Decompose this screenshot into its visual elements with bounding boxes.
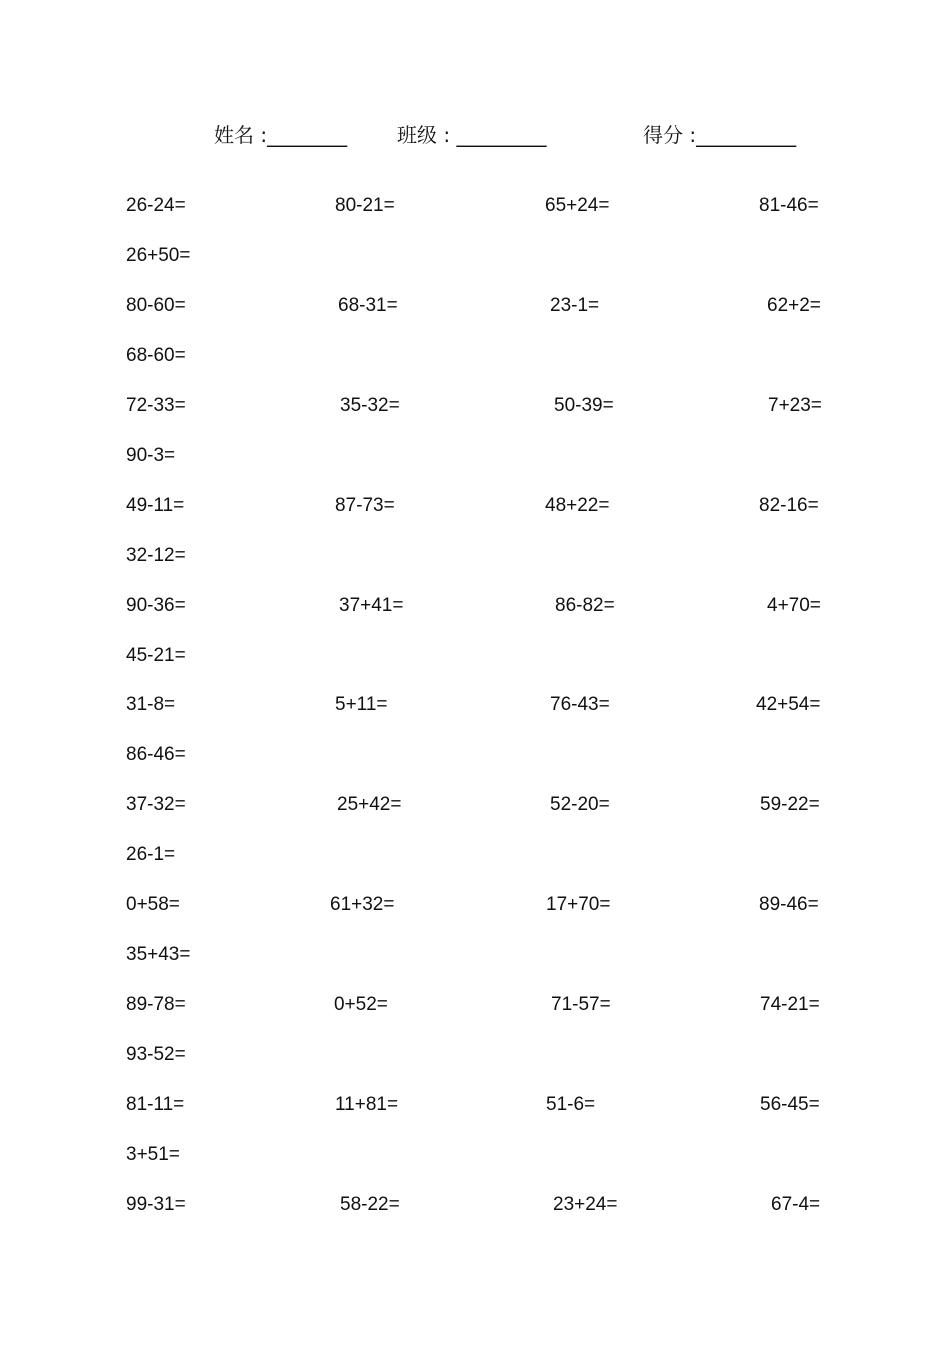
problem-item: 68-31= [338,295,398,316]
problem-item: 37-32= [126,794,186,815]
problem-item: 52-20= [550,794,610,815]
problem-item: 80-21= [335,195,395,216]
problem-item: 31-8= [126,694,176,715]
problem-item: 87-73= [335,495,395,516]
problem-item: 72-33= [126,395,186,416]
problem-item: 59-22= [760,794,820,815]
score-field: 得分 :__________ [643,123,797,147]
problem-item: 90-3= [126,445,176,466]
problem-item: 56-45= [760,1094,820,1115]
problem-item: 86-46= [126,744,186,765]
problem-item: 37+41= [339,595,404,616]
problem-item: 93-52= [126,1044,186,1065]
class-field: 班级 : _________ [397,123,547,147]
problem-item: 48+22= [545,495,610,516]
problem-item: 3+51= [126,1144,180,1165]
problem-item: 99-31= [126,1194,186,1215]
name-field: 姓名 :________ [214,123,348,147]
problem-item: 71-57= [551,994,611,1015]
problem-item: 89-78= [126,994,186,1015]
problem-item: 25+42= [337,794,402,815]
problem-item: 35-32= [340,395,400,416]
problem-item: 89-46= [759,894,819,915]
problem-item: 74-21= [760,994,820,1015]
problem-item: 68-60= [126,345,186,366]
problem-item: 49-11= [126,495,185,516]
problem-item: 4+70= [767,595,821,616]
problem-item: 32-12= [126,545,186,566]
problem-item: 86-82= [555,595,615,616]
problem-item: 90-36= [126,595,186,616]
problem-item: 51-6= [546,1094,596,1115]
problem-item: 82-16= [759,495,819,516]
problem-item: 80-60= [126,295,186,316]
problem-item: 26+50= [126,245,191,266]
problem-item: 23-1= [550,295,600,316]
problem-item: 81-46= [759,195,819,216]
problem-item: 11+81= [335,1094,399,1115]
problem-item: 76-43= [550,694,610,715]
problem-item: 17+70= [546,894,611,915]
problem-item: 26-24= [126,195,186,216]
problem-item: 0+52= [334,994,388,1015]
problem-item: 23+24= [553,1194,618,1215]
problem-item: 81-11= [126,1094,185,1115]
problem-item: 58-22= [340,1194,400,1215]
problem-item: 0+58= [126,894,180,915]
problem-item: 35+43= [126,944,191,965]
problem-item: 5+11= [335,694,388,715]
problem-item: 26-1= [126,844,176,865]
problem-item: 65+24= [545,195,610,216]
problem-item: 45-21= [126,645,186,666]
problem-item: 50-39= [554,395,614,416]
problem-item: 62+2= [767,295,821,316]
problem-item: 42+54= [756,694,821,715]
problem-item: 7+23= [768,395,822,416]
problem-item: 61+32= [330,894,395,915]
problem-item: 67-4= [771,1194,821,1215]
